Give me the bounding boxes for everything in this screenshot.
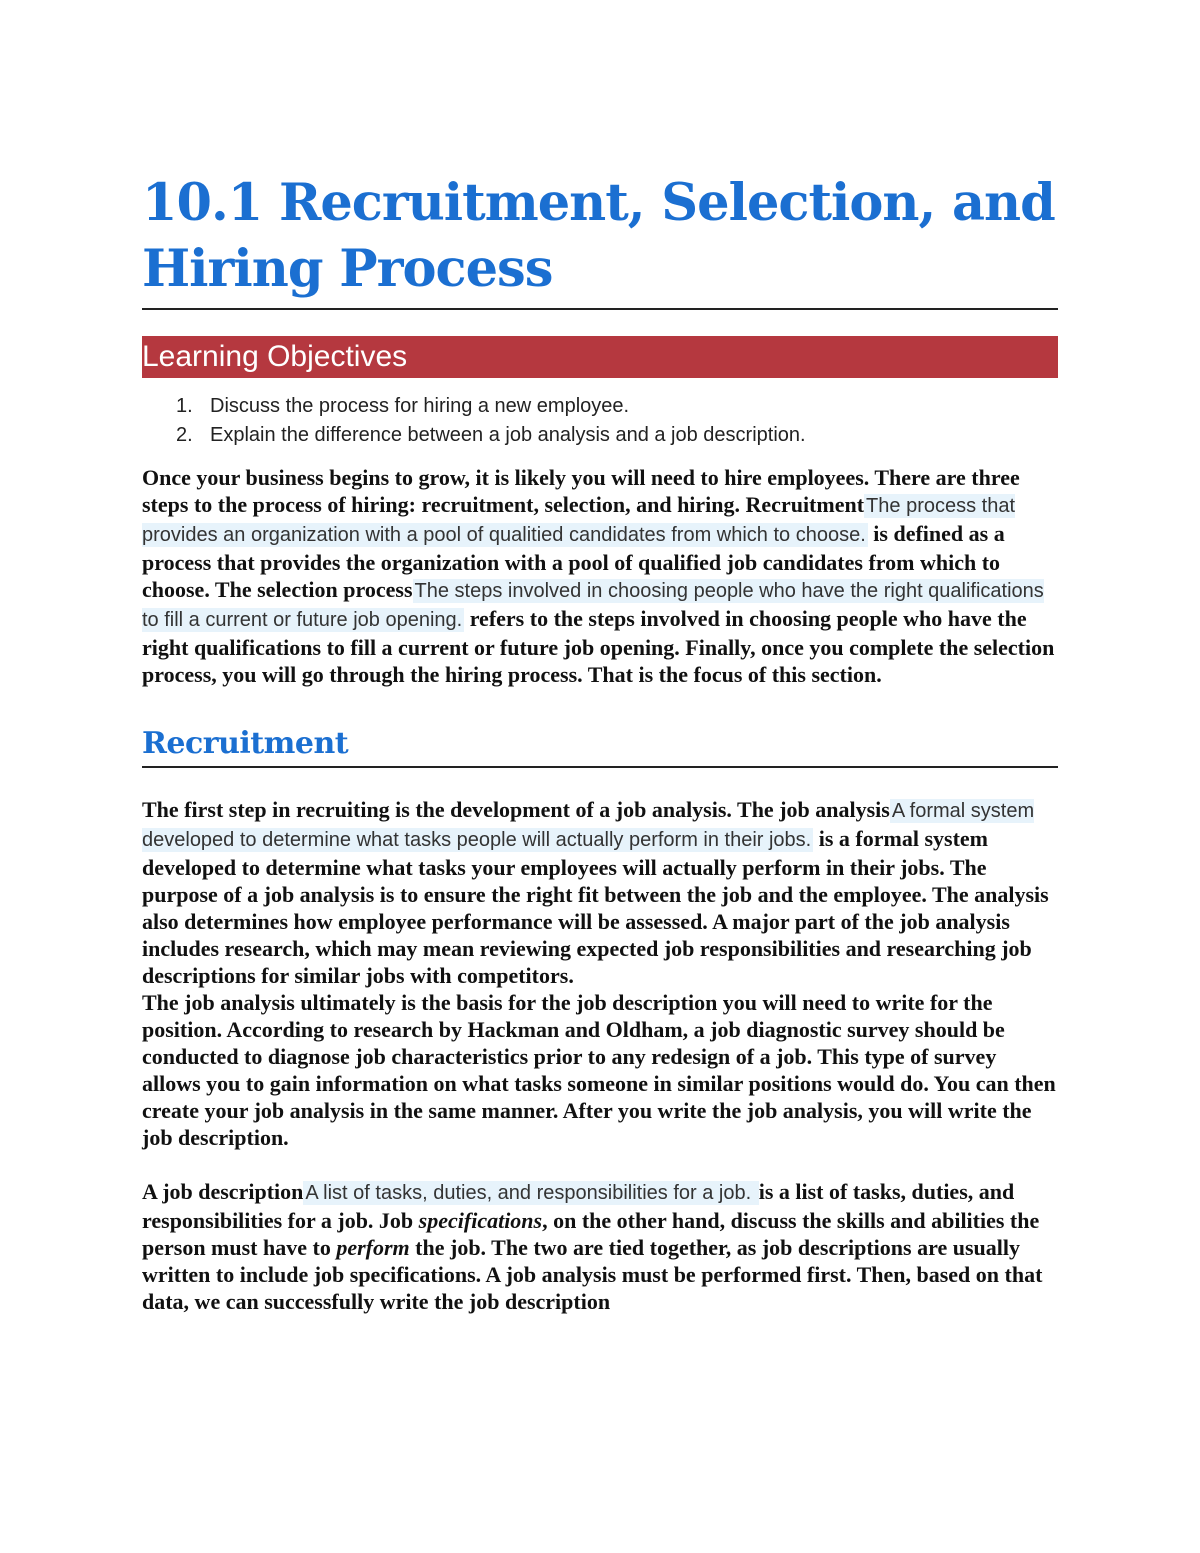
intro-paragraph: Once your business begins to grow, it is likely you will need to hire employees. There are three steps to the process of hiring: recruitment, selection, and hiring. Recruitment The process that provides an organization with a pool of qualitied candidates from which to choose. is defined as a process that provides the organization with a pool of qualified job candidates from which to choose. The selection process The steps involved in choosing people who have the right qualifications to fill a current or future job opening. refers to the steps involved in choosing people who have the right qualifications to fill a current or future job opening. Finally, once you complete the selection process, you will go through the hiring process. That is the focus of this section. <box>142 465 1055 687</box>
job-description-paragraph: A job description A list of tasks, duties, and responsibilities for a job. is a list of tasks, duties, and responsibilities for a job. Job specifications, on the other hand, discuss the skills and abilities the person must have to perform the job. The two are tied together, as job descriptions are usually written to include job specifications. A job analysis must be performed first. Then, based on that data, we can successfully write the job description <box>142 1179 1043 1314</box>
definition-job-description: A list of tasks, duties, and responsibilities for a job. <box>305 1182 757 1204</box>
term-recruitment: Recruitment <box>745 492 865 517</box>
job-analysis-paragraph: The first step in recruiting is the development of a job analysis. The job analysis A formal system developed to determine what tasks people will actually perform in their jobs. is a formal system developed to determine what tasks your employees will actually perform in their jobs. The purpose of a job analysis is to ensure the right fit between the job and the employee. The analysis also determines how employee performance will be assessed. A major part of the job analysis includes research, which may mean reviewing expected job responsibilities and researching job descriptions for similar jobs with competitors. <box>142 797 1049 988</box>
objective-item: 2. Explain the difference between a job analysis and a job description. <box>176 424 806 446</box>
page-title: 10.1 Recruitment, Selection, and Hiring Process <box>142 170 1058 310</box>
job-description-basis-paragraph: The job analysis ultimately is the basis for the job description you will need to write for the position. According to research by Hackman and Oldham, a job diagnostic survey should be conducted to diagnose job characteristics prior to any redesign of a job. This type of survey allows you to gain information on what tasks someone in similar positions would do. You can then create your job analysis in the same manner. After you write the job analysis, you will write the job description. <box>142 990 1056 1150</box>
objective-item: 1. Discuss the process for hiring a new employee. <box>176 395 630 417</box>
term-selection-process: selection process <box>257 577 413 602</box>
definition-selection-process: The steps involved in choosing people who have the right qualifications to fill a current or future job opening. <box>142 580 1044 631</box>
document-page <box>142 170 1058 1315</box>
term-job-analysis: job analysis <box>779 797 890 822</box>
term-job-description: job description <box>162 1179 304 1204</box>
recruitment-heading: Recruitment <box>142 724 1058 768</box>
learning-objectives-list <box>142 392 1058 450</box>
definition-recruitment: The process that provides an organization with a pool of qualitied candidates from which to choose. <box>142 495 1016 546</box>
learning-objectives-header: Learning Objectives <box>142 336 1058 378</box>
definition-job-analysis: A formal system developed to determine what tasks people will actually perform in their jobs. <box>142 800 1035 851</box>
